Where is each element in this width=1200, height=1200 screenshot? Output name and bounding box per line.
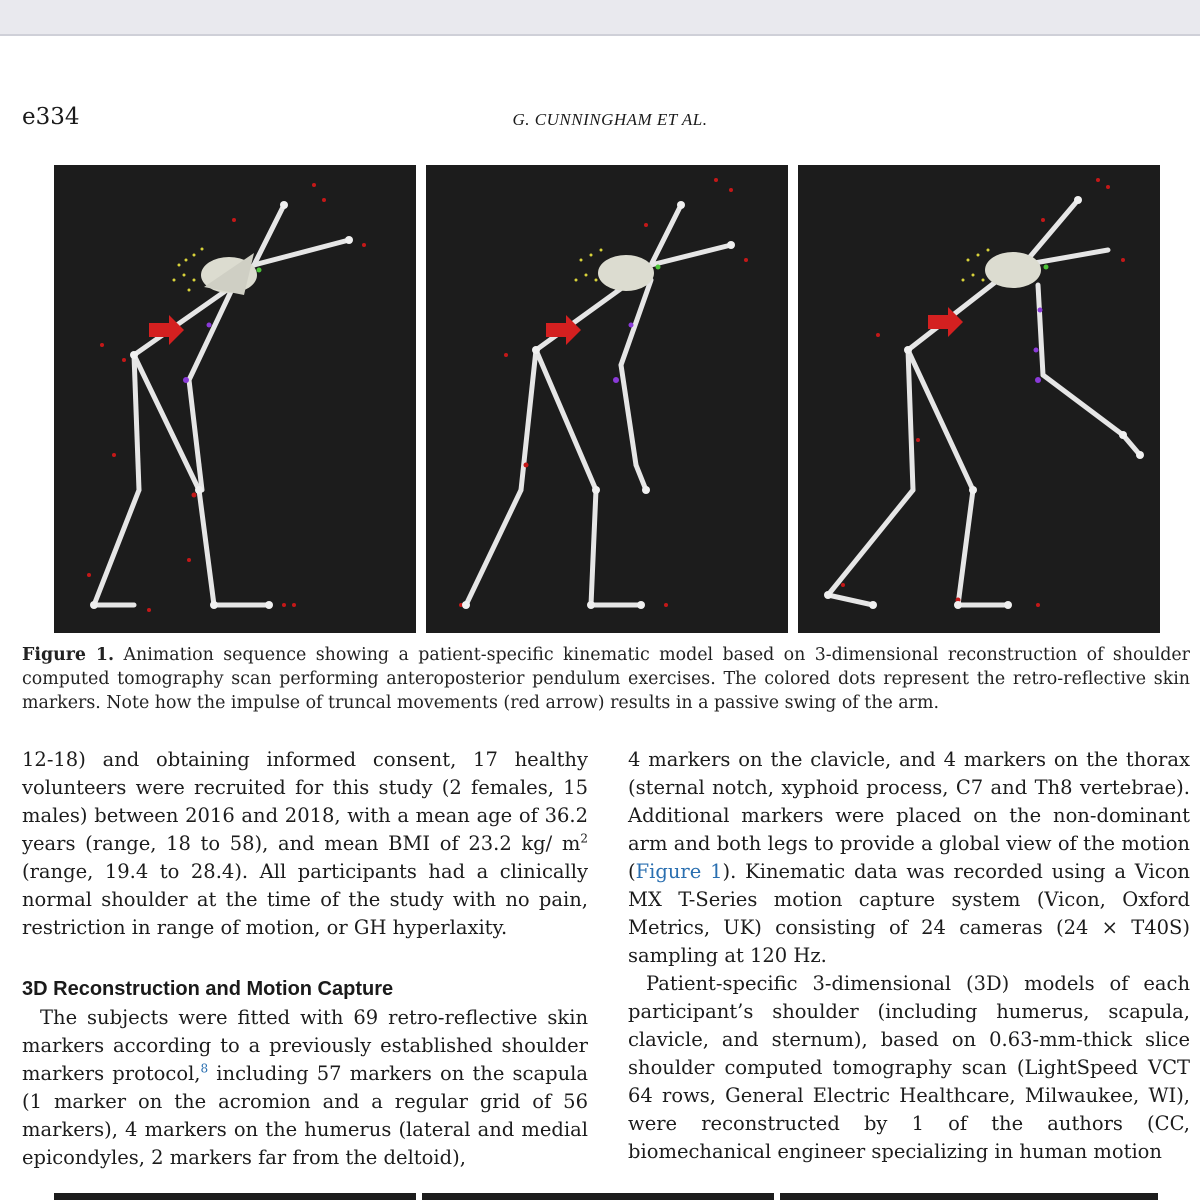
figure-panel-1 — [54, 165, 416, 633]
running-head: G. CUNNINGHAM ET AL. — [512, 110, 708, 129]
paragraph: Patient-specific 3-dimensional (3D) models of each participant’s shoulder (including humerus, scapula, clavicle, and sternum), based on 0.63-mm-thick slice shoulder computed tomography scan (LightSpeed VCT 64 rows, General Electric Healthcare, Milwaukee, WI), were reconstructed by 1 of the authors (CC, biomechanical engineer specializing in human motion — [628, 972, 1190, 1163]
next-figure-panel — [422, 1193, 774, 1200]
section-heading: 3D Reconstruction and Motion Capture — [22, 978, 394, 1000]
left-column — [22, 746, 588, 1172]
paragraph-text: 12-18) and obtaining informed consent, 17 healthy volunteers were recruited for this study (2 females, 15 males) between 2016 and 2018, with a mean age of 36.2 years (range, 18 to 58), and mean BMI of 23.2 kg/ — [22, 748, 588, 855]
figure-caption — [22, 643, 1190, 715]
paragraph-text: ). Kinematic data was recorded using a Vicon MX T-Series motion capture system (Vicon, Oxford Metrics, UK) consisting of 24 cameras (24 × T40S) sampling at 120 Hz. — [628, 860, 1190, 967]
figure-label: Figure 1. — [22, 645, 115, 665]
skeleton-model-3 — [798, 165, 1160, 633]
figure-link[interactable]: Figure 1 — [635, 860, 723, 883]
next-figure-panel — [54, 1193, 416, 1200]
paragraph-text: (range, 19.4 to 28.4). All participants had a clinically normal shoulder at the time of the study with no pain, restriction in range of motion, or GH hyperlaxity. — [22, 860, 588, 939]
figure-caption-text: Animation sequence showing a patient-specific kinematic model based on 3-dimensional reconstruction of shoulder computed tomography scan performing anteroposterior pendulum exercises. The colored dots represent the retro-reflective skin markers. Note how the impulse of truncal movements (red arrow) results in a passive swing of the arm. — [22, 645, 1190, 713]
paragraph-text: including 57 markers on the scapula (1 marker on the acromion and a regular grid of 56 markers), 4 markers on the humerus (lateral and medial epicondyles, 2 markers far from the deltoid), — [22, 1062, 588, 1169]
skeleton-model-1 — [54, 165, 416, 633]
skeleton-model-2 — [426, 165, 788, 633]
paragraph — [22, 1004, 588, 1172]
viewer-toolbar — [0, 0, 1200, 36]
right-column — [628, 746, 1190, 1166]
paragraph-text: 4 markers on the clavicle, and 4 markers on the thorax (sternal notch, xyphoid process, C7 and Th8 vertebrae). Additional markers were placed on the non-dominant arm and both legs to provide a global view of the motion ( — [628, 748, 1190, 883]
paragraph-text: The subjects were fitted with 69 retro-reflective skin markers according to a previously established shoulder markers protocol, — [22, 1006, 588, 1085]
reference-link[interactable]: 8 — [200, 1061, 209, 1076]
page-number: e334 — [22, 104, 80, 130]
unit-text: m — [561, 832, 581, 855]
paragraph — [22, 746, 588, 942]
paragraph — [628, 746, 1190, 970]
superscript: 2 — [580, 831, 588, 846]
next-figure-panel — [780, 1193, 1158, 1200]
figure-panel-3 — [798, 165, 1160, 633]
figure-panel-2 — [426, 165, 788, 633]
